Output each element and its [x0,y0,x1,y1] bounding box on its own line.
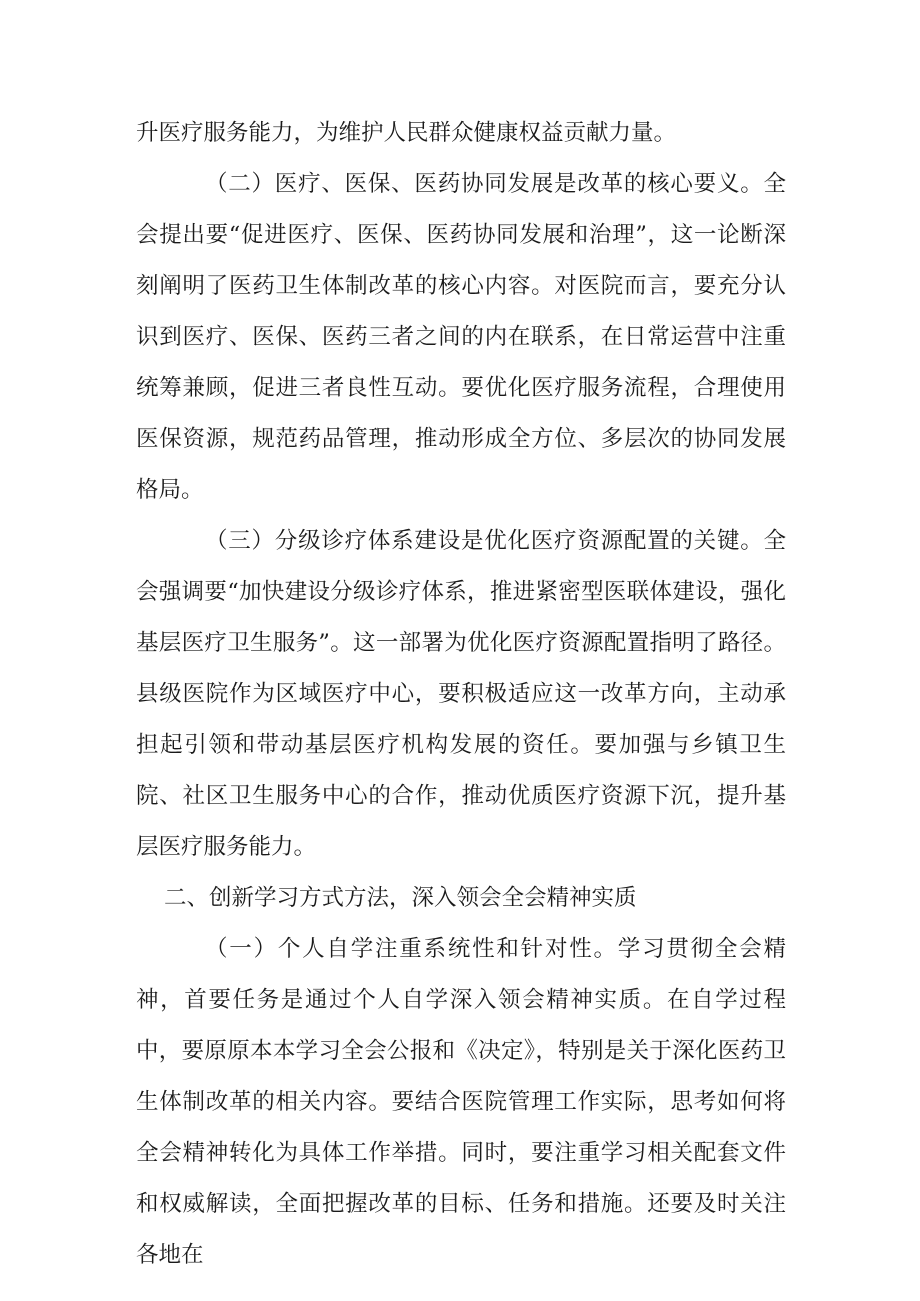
section-heading: 二、创新学习方式方法，深入领会全会精神实质 [164,885,637,911]
paragraph-continuation: 升医疗服务能力，为维护人民群众健康权益贡献力量。 [136,120,677,146]
paragraph-section-2: （二）医疗、医保、医药协同发展是改革的核心要义。全会提出要“促进医疗、医保、医药协同发展和治理”，这一论断深刻阐明了医药卫生体制改革的核心内容。对医院而言，要充分认识到医疗、医保、医药三者之间的内在联系，在日常运营中注重统筹兼顾，促进三者良性互动。要优化医疗服务流程，合理使用医保资源，规范药品管理，推动形成全方位、多层次的协同发展格局。 [136,171,786,503]
paragraph-subsection-1: （一）个人自学注重系统性和针对性。学习贯彻全会精神，首要任务是通过个人自学深入领会精神实质。在自学过程中，要原原本本学习全会公报和《决定》，特别是关于深化医药卫生体制改革的相关内容。要结合医院管理工作实际，思考如何将全会精神转化为具体工作举措。同时，要注重学习相关配套文件和权威解读，全面把握改革的目标、任务和措施。还要及时关注各地在 [136,936,786,1268]
paragraph-section-3: （三）分级诊疗体系建设是优化医疗资源配置的关键。全会强调要“加快建设分级诊疗体系，推进紧密型医联体建设，强化基层医疗卫生服务”。这一部署为优化医疗资源配置指明了路径。县级医院作为区域医疗中心，要积极适应这一改革方向，主动承担起引领和带动基层医疗机构发展的资任。要加强与乡镇卫生院、社区卫生服务中心的合作，推动优质医疗资源下沉，提升基层医疗服务能力。 [136,528,786,860]
document-page [136,108,786,1281]
